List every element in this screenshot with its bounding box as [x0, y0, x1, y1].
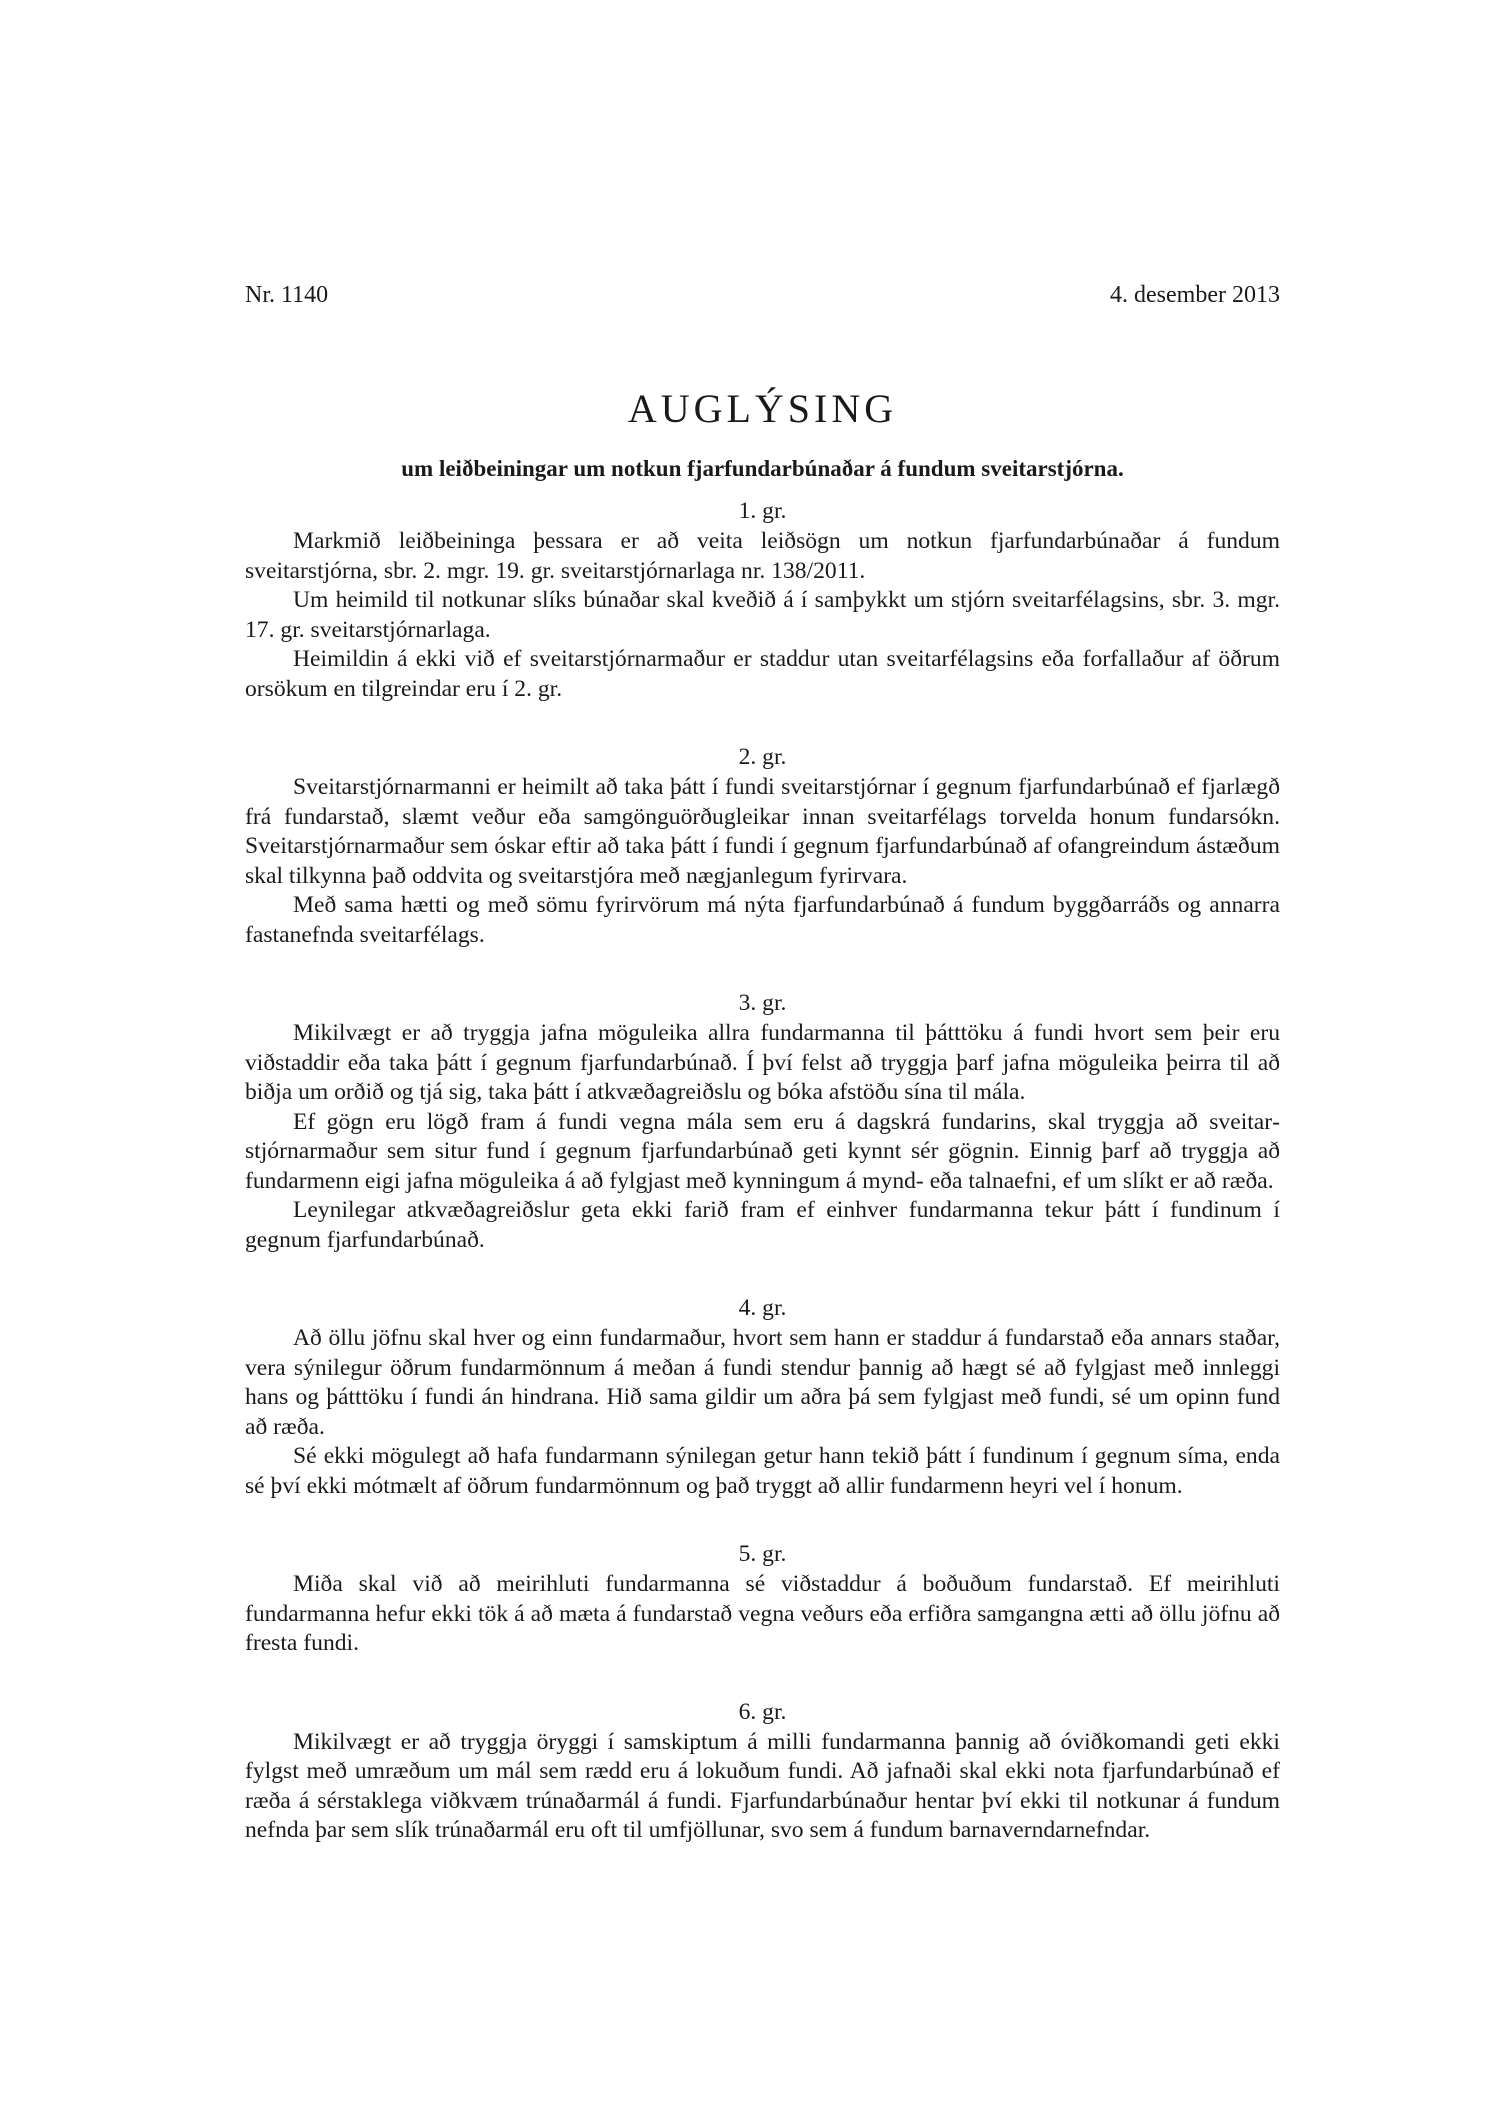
article-paragraph: Að öllu jöfnu skal hver og einn fundarmaður, hvort sem hann er staddur á fundarstað eða annars staðar, vera sýnilegur öðrum fundarmönnum á meðan á fundi stendur þannig að hægt sé að fylgjast með innleggi hans og þátttöku í fundi án hindrana. Hið sama gildir um aðra þá sem fylgjast með fundi, sé um opinn fund að ræða. — [245, 1325, 1280, 1440]
article-6 — [245, 1696, 1280, 1846]
article-paragraph: Leynilegar atkvæðagreiðslur geta ekki farið fram ef einhver fundarmanna tekur þátt í fundinum í gegnum fjarfundarbúnað. — [245, 1197, 1280, 1253]
article-paragraph: Heimildin á ekki við ef sveitarstjórnarmaður er staddur utan sveitarfélagsins eða forfallaður af öðrum orsökum en tilgreindar eru í 2. gr. — [245, 646, 1280, 702]
page-subtitle: um leiðbeiningar um notkun fjarfundarbúnaðar á fundum sveitarstjórna. — [401, 456, 1124, 481]
article-number: 1. gr. — [738, 498, 787, 524]
article-paragraph: Markmið leiðbeininga þessara er að veita leiðsögn um notkun fjarfundarbúnaðar á fundum sveitarstjórna, sbr. 2. mgr. 19. gr. sveitarstjórnarlaga nr. 138/2011. — [245, 528, 1280, 584]
article-paragraph: Ef gögn eru lögð fram á fundi vegna mála sem eru á dagskrá fundarins, skal tryggja að sveitarstjórnarmaður sem situr fund í gegnum fjarfundarbúnað geti kynnt sér gögnin. Einnig þarf að tryggja að fundarmenn eigi jafna möguleika á að fylgjast með kynningum á mynd- eða talnaefni, ef um slíkt er að ræða. — [245, 1108, 1280, 1194]
document-number: Nr. 1140 — [245, 282, 329, 308]
article-number: 2. gr. — [738, 744, 787, 770]
article-paragraph: Mikilvægt er að tryggja öryggi í samskiptum á milli fundarmanna þannig að óviðkomandi geti ekki fylgst með umræðum um mál sem rædd eru á lokuðum fundi. Að jafnaði skal ekki nota fjarfundarbúnað ef ræða á sérstaklega viðkvæm trúnaðarmál á fundi. Fjarfundarbúnaður hentar því ekki til notkunar á fundum nefnda þar sem slík trúnaðarmál eru oft til umfjöllunar, svo sem á fundum barnaverndarnefndar. — [245, 1728, 1280, 1843]
article-paragraph: Miða skal við að meirihluti fundarmanna sé viðstaddur á boðuðum fundarstað. Ef meirihluti fundarmanna hefur ekki tök á að mæta á fundarstað vegna veðurs eða erfiðra samgangna ætti að öllu jöfnu að fresta fundi. — [245, 1571, 1280, 1656]
article-paragraph: Um heimild til notkunar slíks búnaðar skal kveðið á í samþykkt um stjórn sveitarfélagsins, sbr. 3. mgr. 17. gr. sveitarstjórnarlaga. — [245, 587, 1280, 643]
article-1 — [245, 495, 1280, 704]
article-number: 4. gr. — [738, 1295, 787, 1321]
page-title: AUGLÝSING — [627, 386, 898, 431]
article-number: 6. gr. — [738, 1698, 787, 1725]
article-paragraph: Með sama hætti og með sömu fyrirvörum má nýta fjarfundarbúnað á fundum byggðarráðs og annarra fastanefnda sveitarfélags. — [245, 892, 1280, 948]
article-paragraph: Sveitarstjórnarmanni er heimilt að taka þátt í fundi sveitarstjórnar í gegnum fjarfundarbúnað ef fjarlægð frá fundarstað, slæmt veður eða samgönguörðugleikar innan sveitarfélags torvelda honum fundarsókn. Sveitarstjórnarmaður sem óskar eftir að taka þátt í fundi í gegnum fjarfundarbúnað af ofangreindum ástæðum skal tilkynna það oddvita og sveitarstjóra með nægjanlegum fyrirvara. — [245, 774, 1280, 889]
article-number: 3. gr. — [738, 990, 787, 1016]
page-header — [245, 282, 1280, 316]
article-5 — [245, 1538, 1280, 1659]
article-4 — [245, 1292, 1280, 1501]
article-2 — [245, 741, 1280, 950]
article-number: 5. gr. — [738, 1541, 787, 1567]
document-body — [245, 495, 1280, 1846]
article-paragraph: Mikilvægt er að tryggja jafna möguleika allra fundarmanna til þátttöku á fundi hvort sem þeir eru viðstaddir eða taka þátt í gegnum fjarfundarbúnað. Í því felst að tryggja þarf jafna möguleika þeirra til að biðja um orðið og tjá sig, taka þátt í atkvæðagreiðslu og bóka afstöðu sína til mála. — [245, 1020, 1280, 1105]
article-paragraph: Sé ekki mögulegt að hafa fundarmann sýnilegan getur hann tekið þátt í fundinum í gegnum síma, enda sé því ekki mótmælt af öðrum fundarmönnum og það tryggt að allir fundarmenn heyri vel í honum. — [245, 1443, 1280, 1499]
document-date: 4. desember 2013 — [1110, 282, 1280, 308]
article-3 — [245, 987, 1280, 1255]
